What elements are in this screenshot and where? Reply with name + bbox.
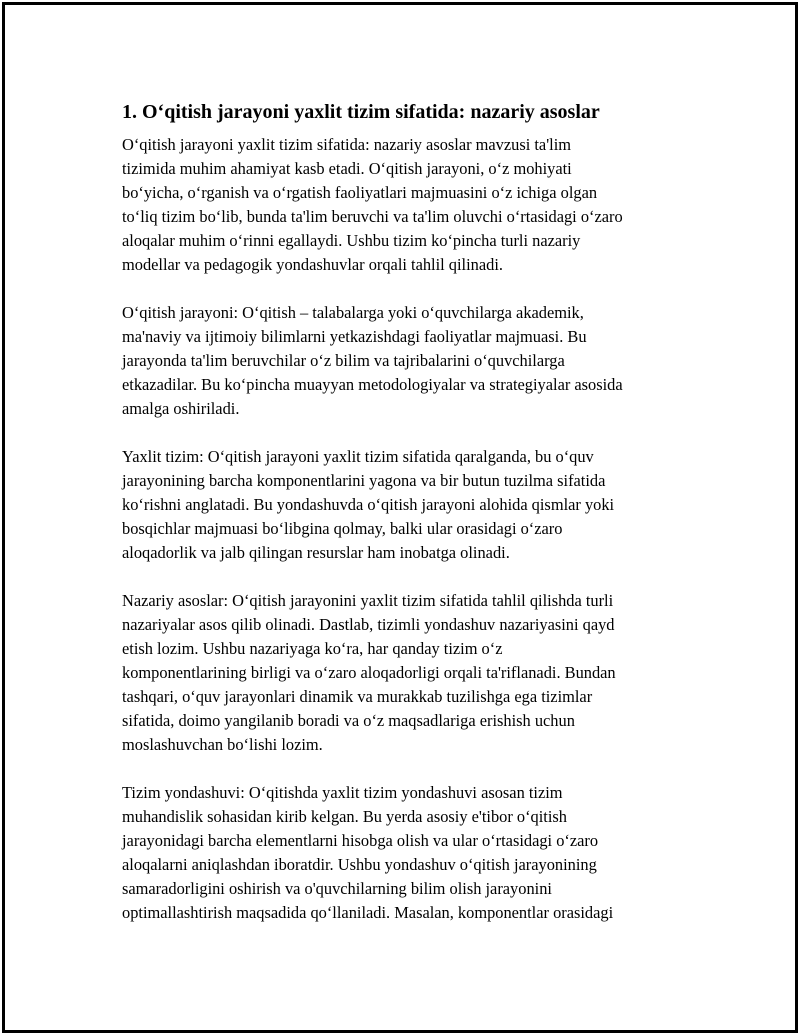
text-line: tashqari, oʻquv jarayonlari dinamik va murakkab tuzilishga ega tizimlar bbox=[122, 687, 593, 706]
text-line: nazariyalar asos qilib olinadi. Dastlab, tizimli yondashuv nazariyasini qayd bbox=[122, 615, 615, 634]
text-line: Nazariy asoslar: Oʻqitish jarayonini yaxlit tizim sifatida tahlil qilishda turli bbox=[122, 591, 614, 610]
paragraph-intro bbox=[122, 133, 702, 277]
text-line: Tizim yondashuvi: Oʻqitishda yaxlit tizim yondashuvi asosan tizim bbox=[122, 783, 563, 802]
text-line: jarayonidagi barcha elementlarni hisobga olish va ular oʻrtasidagi oʻzaro bbox=[122, 831, 599, 850]
text-line: amalga oshiriladi. bbox=[122, 399, 240, 418]
text-line: modellar va pedagogik yondashuvlar orqali tahlil qilinadi. bbox=[122, 255, 503, 274]
text-line: etkazadilar. Bu koʻpincha muayyan metodologiyalar va strategiyalar asosida bbox=[122, 375, 623, 394]
text-line: bosqichlar majmuasi boʻlibgina qolmay, balki ular orasidagi oʻzaro bbox=[122, 519, 563, 538]
paragraph-oqitish-jarayoni bbox=[122, 301, 702, 421]
paragraph-nazariy-asoslar bbox=[122, 589, 702, 757]
page-frame bbox=[2, 2, 798, 1033]
text-line: jarayonining barcha komponentlarini yagona va bir butun tuzilma sifatida bbox=[122, 471, 606, 490]
text-line: muhandislik sohasidan kirib kelgan. Bu yerda asosiy e'tibor oʻqitish bbox=[122, 807, 567, 826]
text-line: optimallashtirish maqsadida qoʻllaniladi. Masalan, komponentlar orasidagi bbox=[122, 903, 614, 922]
text-line: Oʻqitish jarayoni yaxlit tizim sifatida: nazariy asoslar mavzusi ta'lim bbox=[122, 135, 572, 154]
text-line: komponentlarining birligi va oʻzaro aloqadorligi orqali ta'riflanadi. Bundan bbox=[122, 663, 616, 682]
text-line: Yaxlit tizim: Oʻqitish jarayoni yaxlit tizim sifatida qaralganda, bu oʻquv bbox=[122, 447, 594, 466]
text-line: Oʻqitish jarayoni: Oʻqitish – talabalarga yoki oʻquvchilarga akademik, bbox=[122, 303, 584, 322]
text-line: sifatida, doimo yangilanib boradi va oʻz maqsadlariga erishish uchun bbox=[122, 711, 575, 730]
text-line: moslashuvchan boʻlishi lozim. bbox=[122, 735, 323, 754]
paragraph-tizim-yondashuvi bbox=[122, 781, 702, 925]
text-line: toʻliq tizim boʻlib, bunda ta'lim beruvchi va ta'lim oluvchi oʻrtasidagi oʻzaro bbox=[122, 207, 623, 226]
text-line: jarayonda ta'lim beruvchilar oʻz bilim va tajribalarini oʻquvchilarga bbox=[122, 351, 565, 370]
text-line: aloqadorlik va jalb qilingan resurslar ham inobatga olinadi. bbox=[122, 543, 510, 562]
text-line: aloqalarni aniqlashdan iboratdir. Ushbu yondashuv oʻqitish jarayonining bbox=[122, 855, 597, 874]
text-line: koʻrishni anglatadi. Bu yondashuvda oʻqitish jarayoni alohida qismlar yoki bbox=[122, 495, 615, 514]
document-body bbox=[122, 98, 702, 949]
section-heading: 1. Oʻqitish jarayoni yaxlit tizim sifatida: nazariy asoslar bbox=[122, 101, 600, 123]
paragraph-yaxlit-tizim bbox=[122, 445, 702, 565]
text-line: aloqalar muhim oʻrinni egallaydi. Ushbu tizim koʻpincha turli nazariy bbox=[122, 231, 581, 250]
text-line: samaradorligini oshirish va o'quvchilarning bilim olish jarayonini bbox=[122, 879, 552, 898]
text-line: etish lozim. Ushbu nazariyaga koʻra, har qanday tizim oʻz bbox=[122, 639, 503, 658]
text-line: ma'naviy va ijtimoiy bilimlarni yetkazishdagi faoliyatlar majmuasi. Bu bbox=[122, 327, 587, 346]
text-line: tizimida muhim ahamiyat kasb etadi. Oʻqitish jarayoni, oʻz mohiyati bbox=[122, 159, 572, 178]
text-line: boʻyicha, oʻrganish va oʻrgatish faoliyatlari majmuasini oʻz ichiga olgan bbox=[122, 183, 598, 202]
